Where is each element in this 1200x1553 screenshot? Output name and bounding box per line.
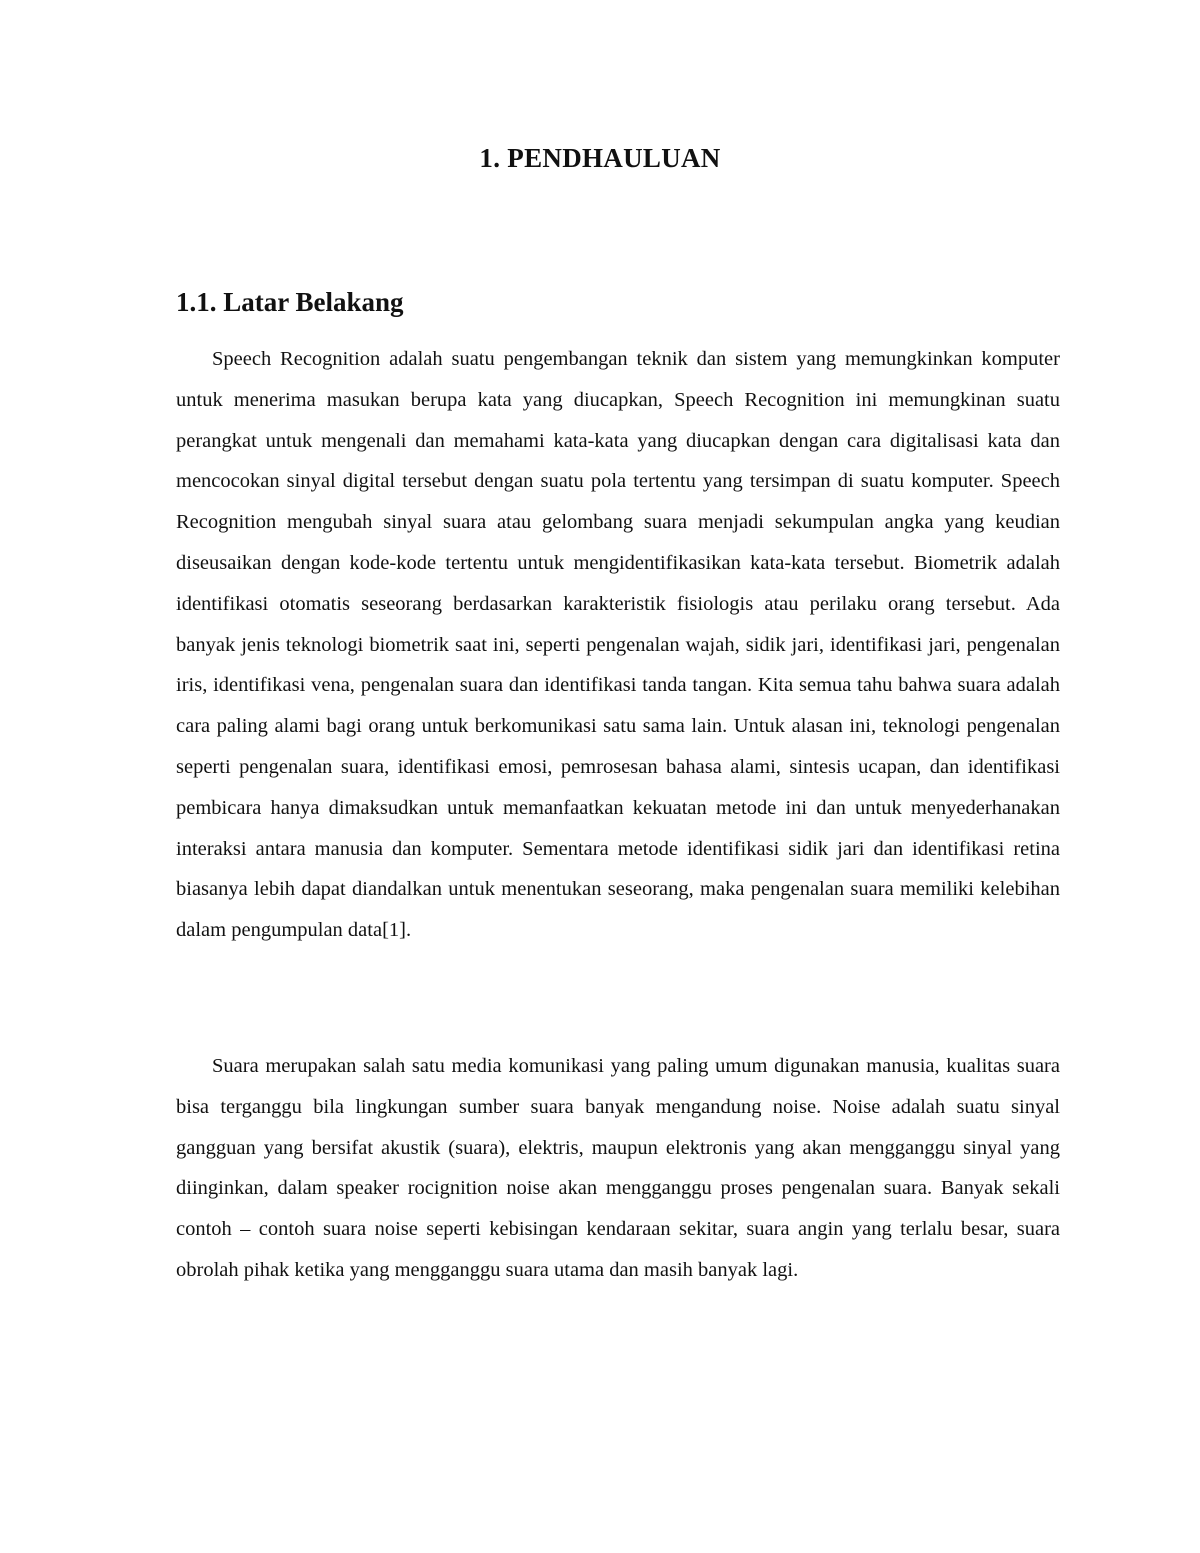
body-paragraph: Suara merupakan salah satu media komunikasi yang paling umum digunakan manusia, kualitas suara bisa terganggu bila lingkungan sumber suara banyak mengandung noise. Noise adalah suatu sinyal gangguan yang bersifat akustik (suara), elektris, maupun elektronis yang akan mengganggu sinyal yang diinginkan, dalam speaker rocignition noise akan mengganggu proses pengenalan suara. Banyak sekali contoh – contoh suara noise seperti kebisingan kendaraan sekitar, suara angin yang terlalu besar, suara obrolah pihak ketika yang mengganggu suara utama dan masih banyak lagi. bbox=[176, 1055, 1060, 1281]
section-heading: 1.1. Latar Belakang bbox=[176, 287, 404, 317]
body-paragraph: Speech Recognition adalah suatu pengembangan teknik dan sistem yang memungkinkan komputer untuk menerima masukan berupa kata yang diucapkan, Speech Recognition ini memungkinan suatu perangkat untuk mengenali dan memahami kata-kata yang diucapkan dengan cara digitalisasi kata dan mencocokan sinyal digital tersebut dengan suatu pola tertentu yang tersimpan di suatu komputer. Speech Recognition mengubah sinyal suara atau gelombang suara menjadi sekumpulan angka yang keudian diseusaikan dengan kode-kode tertentu untuk mengidentifikasikan kata-kata tersebut. Biometrik adalah identifikasi otomatis seseorang berdasarkan karakteristik fisiologis atau perilaku orang tersebut. Ada banyak jenis teknologi biometrik saat ini, seperti pengenalan wajah, sidik jari, identifikasi jari, pengenalan iris, identifikasi vena, pengenalan suara dan identifikasi tanda tangan. Kita semua tahu bahwa suara adalah cara paling alami bagi orang untuk berkomunikasi satu sama lain. Untuk alasan ini, teknologi pengenalan seperti pengenalan suara, identifikasi emosi, pemrosesan bahasa alami, sintesis ucapan, dan identifikasi pembicara hanya dimaksudkan untuk memanfaatkan kekuatan metode ini dan untuk menyederhanakan interaksi antara manusia dan komputer. Sementara metode identifikasi sidik jari dan identifikasi retina biasanya lebih dapat diandalkan untuk menentukan seseorang, maka pengenalan suara memiliki kelebihan dalam pengumpulan data[1]. bbox=[176, 348, 1060, 942]
chapter-title: 1. PENDHAULUAN bbox=[479, 143, 721, 173]
